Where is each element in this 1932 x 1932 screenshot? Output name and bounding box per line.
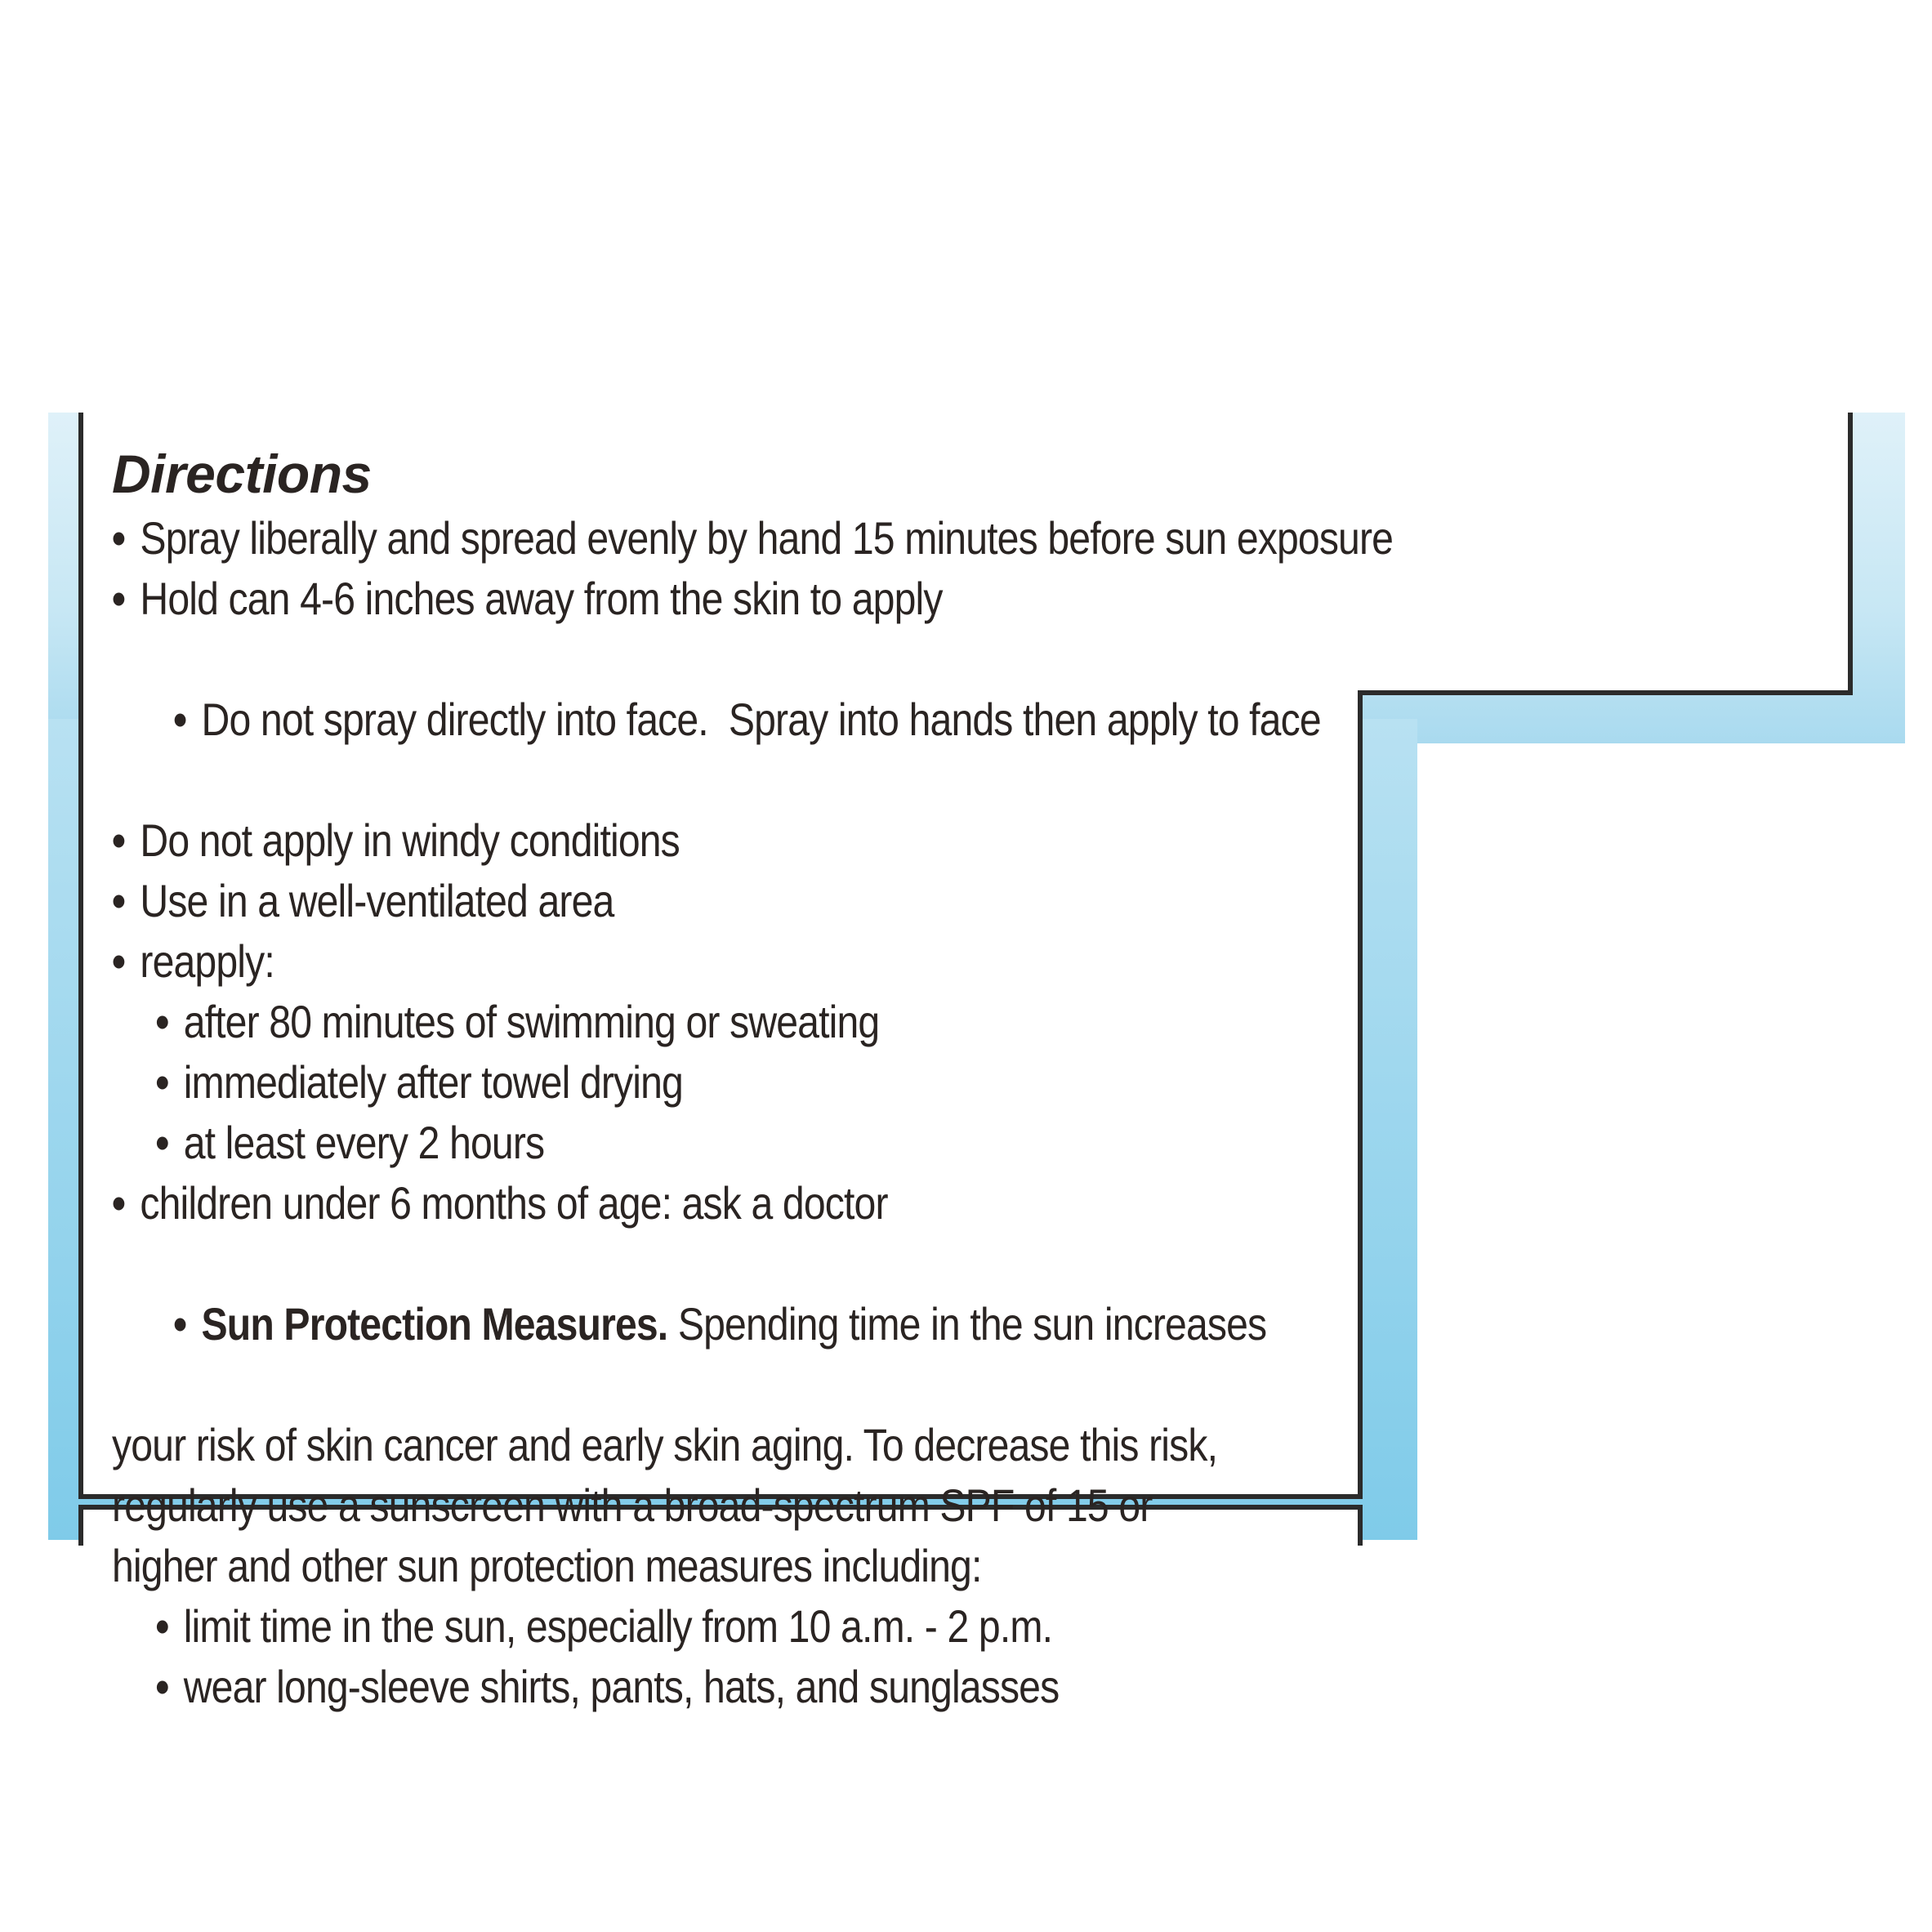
directions-item: • Do not spray directly into face. Spray into hands then apply to face (112, 629, 1489, 810)
directions-heading: Directions (112, 444, 372, 504)
bullet-icon: • (112, 814, 126, 866)
next-panel-left-edge (78, 1505, 83, 1546)
reapply-subitem: • after 80 minutes of swimming or sweating (112, 992, 1489, 1052)
sun-protection-subitem: • limit time in the sun, especially from 10 a.m. - 2 p.m. (112, 1596, 1489, 1657)
bullet-icon: • (112, 573, 126, 624)
sun-protection-line-3: regularly use a sunscreen with a broad-spectrum SPF of 15 or (112, 1479, 1153, 1531)
bullet-icon: • (155, 1600, 169, 1652)
directions-item: • reapply: (112, 931, 1489, 992)
bullet-icon: • (155, 1056, 169, 1108)
sun-protection-line-1: • Sun Protection Measures. Spending time in the sun increases (112, 1234, 1489, 1415)
bullet-icon: • (173, 1298, 187, 1350)
directions-item: • Use in a well-ventilated area (112, 871, 1489, 931)
bullet-icon: • (112, 935, 126, 987)
bullet-icon: • (112, 875, 126, 926)
directions-item: • Do not apply in windy conditions (112, 810, 1489, 871)
reapply-subitem: • immediately after towel drying (112, 1052, 1489, 1113)
bullet-icon: • (155, 1661, 169, 1712)
bullet-icon: • (155, 996, 169, 1047)
bullet-icon: • (112, 512, 126, 564)
sun-protection-label: Sun Protection Measures. (201, 1298, 668, 1350)
sun-protection-subitem: • wear long-sleeve shirts, pants, hats, and sunglasses (112, 1657, 1489, 1717)
sun-protection-line-2: your risk of skin cancer and early skin aging. To decrease this risk, (112, 1419, 1218, 1470)
frame-right-edge-top (1848, 413, 1853, 694)
children-item: • children under 6 months of age: ask a doctor (112, 1173, 1489, 1234)
directions-item: • Spray liberally and spread evenly by hand 15 minutes before sun exposure (112, 508, 1489, 569)
bullet-icon: • (112, 1177, 126, 1229)
directions-item: • Hold can 4-6 inches away from the skin to apply (112, 569, 1489, 629)
frame-left-edge (78, 413, 83, 1499)
bullet-icon: • (173, 694, 187, 745)
bullet-icon: • (155, 1117, 169, 1168)
reapply-subitem: • at least every 2 hours (112, 1113, 1489, 1173)
sun-protection-line-4: higher and other sun protection measures including: (112, 1540, 982, 1591)
directions-section (112, 441, 1713, 1717)
